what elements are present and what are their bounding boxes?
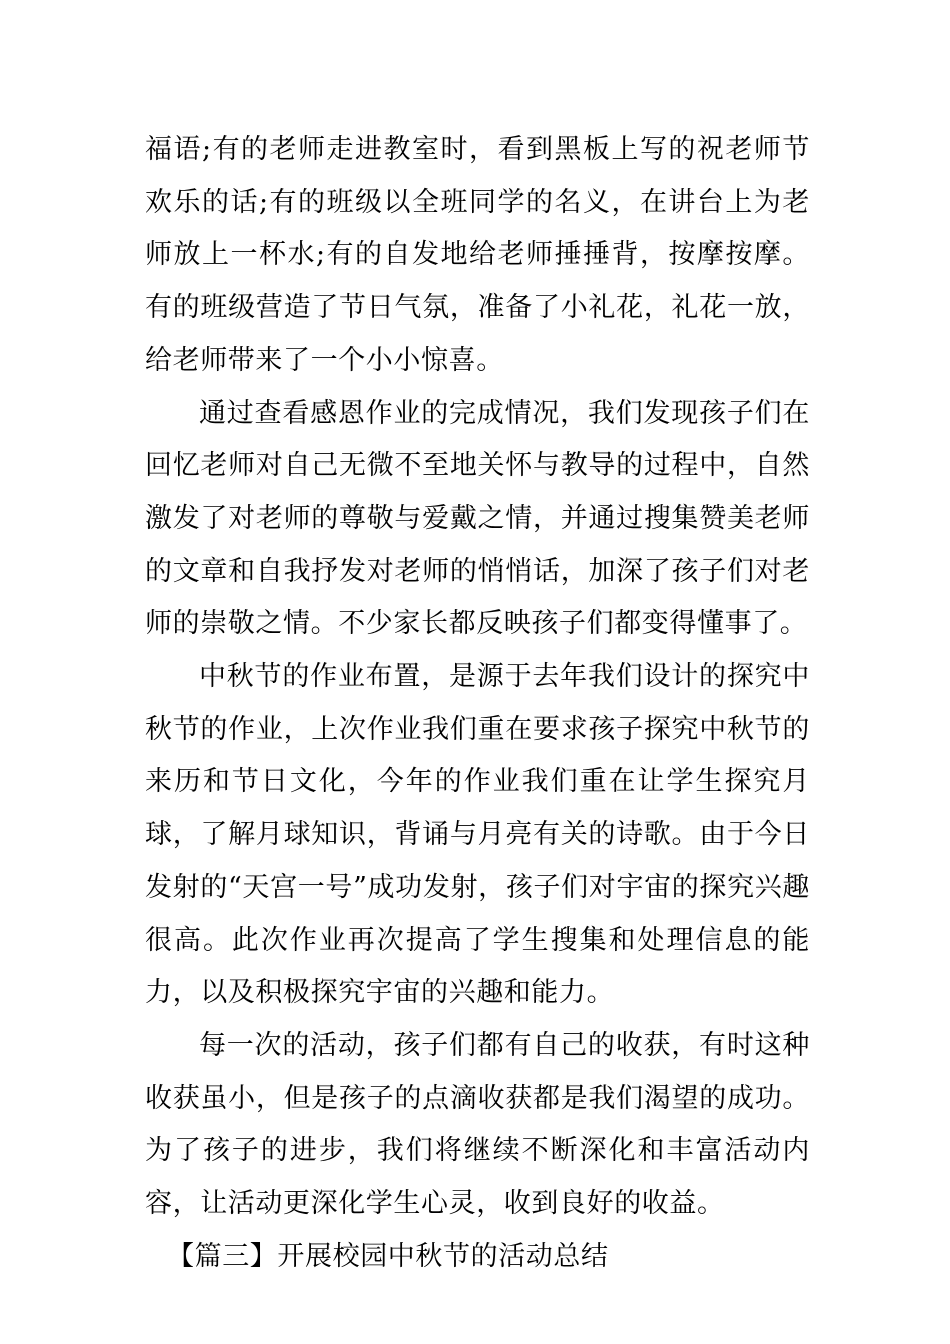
paragraph-continuation: 福语;有的老师走进教室时，看到黑板上写的祝老师节欢乐的话;有的班级以全班同学的名义，在讲台上为老师放上一杯水;有的自发地给老师捶捶背，按摩按摩。有的班级营造了节日气氛，准备了小礼花，礼花一放，给老师带来了一个小小惊喜。 [145,134,810,376]
paragraph-gratitude-homework: 通过查看感恩作业的完成情况，我们发现孩子们在回忆老师对自己无微不至地关怀与教导的过程中，自然激发了对老师的尊敬与爱戴之情，并通过搜集赞美老师的文章和自我抒发对老师的悄悄话，加深了孩子们对老师的崇敬之情。不少家长都反映孩子们都变得懂事了。 [145,397,810,640]
document-page [145,124,810,1283]
section-heading: 【篇三】开展校园中秋节的活动总结 [167,1240,609,1272]
paragraph-conclusion: 每一次的活动，孩子们都有自己的收获，有时这种收获虽小，但是孩子的点滴收获都是我们渴望的成功。为了孩子的进步，我们将继续不断深化和丰富活动内容，让活动更深化学生心灵，收到良好的收益。 [145,1029,810,1220]
paragraph-mid-autumn-homework: 中秋节的作业布置，是源于去年我们设计的探究中秋节的作业，上次作业我们重在要求孩子探究中秋节的来历和节日文化，今年的作业我们重在让学生探究月球，了解月球知识，背诵与月亮有关的诗歌。由于今日发射的“天宫一号”成功发射，孩子们对宇宙的探究兴趣很高。此次作业再次提高了学生搜集和处理信息的能力，以及积极探究宇宙的兴趣和能力。 [145,661,810,1009]
